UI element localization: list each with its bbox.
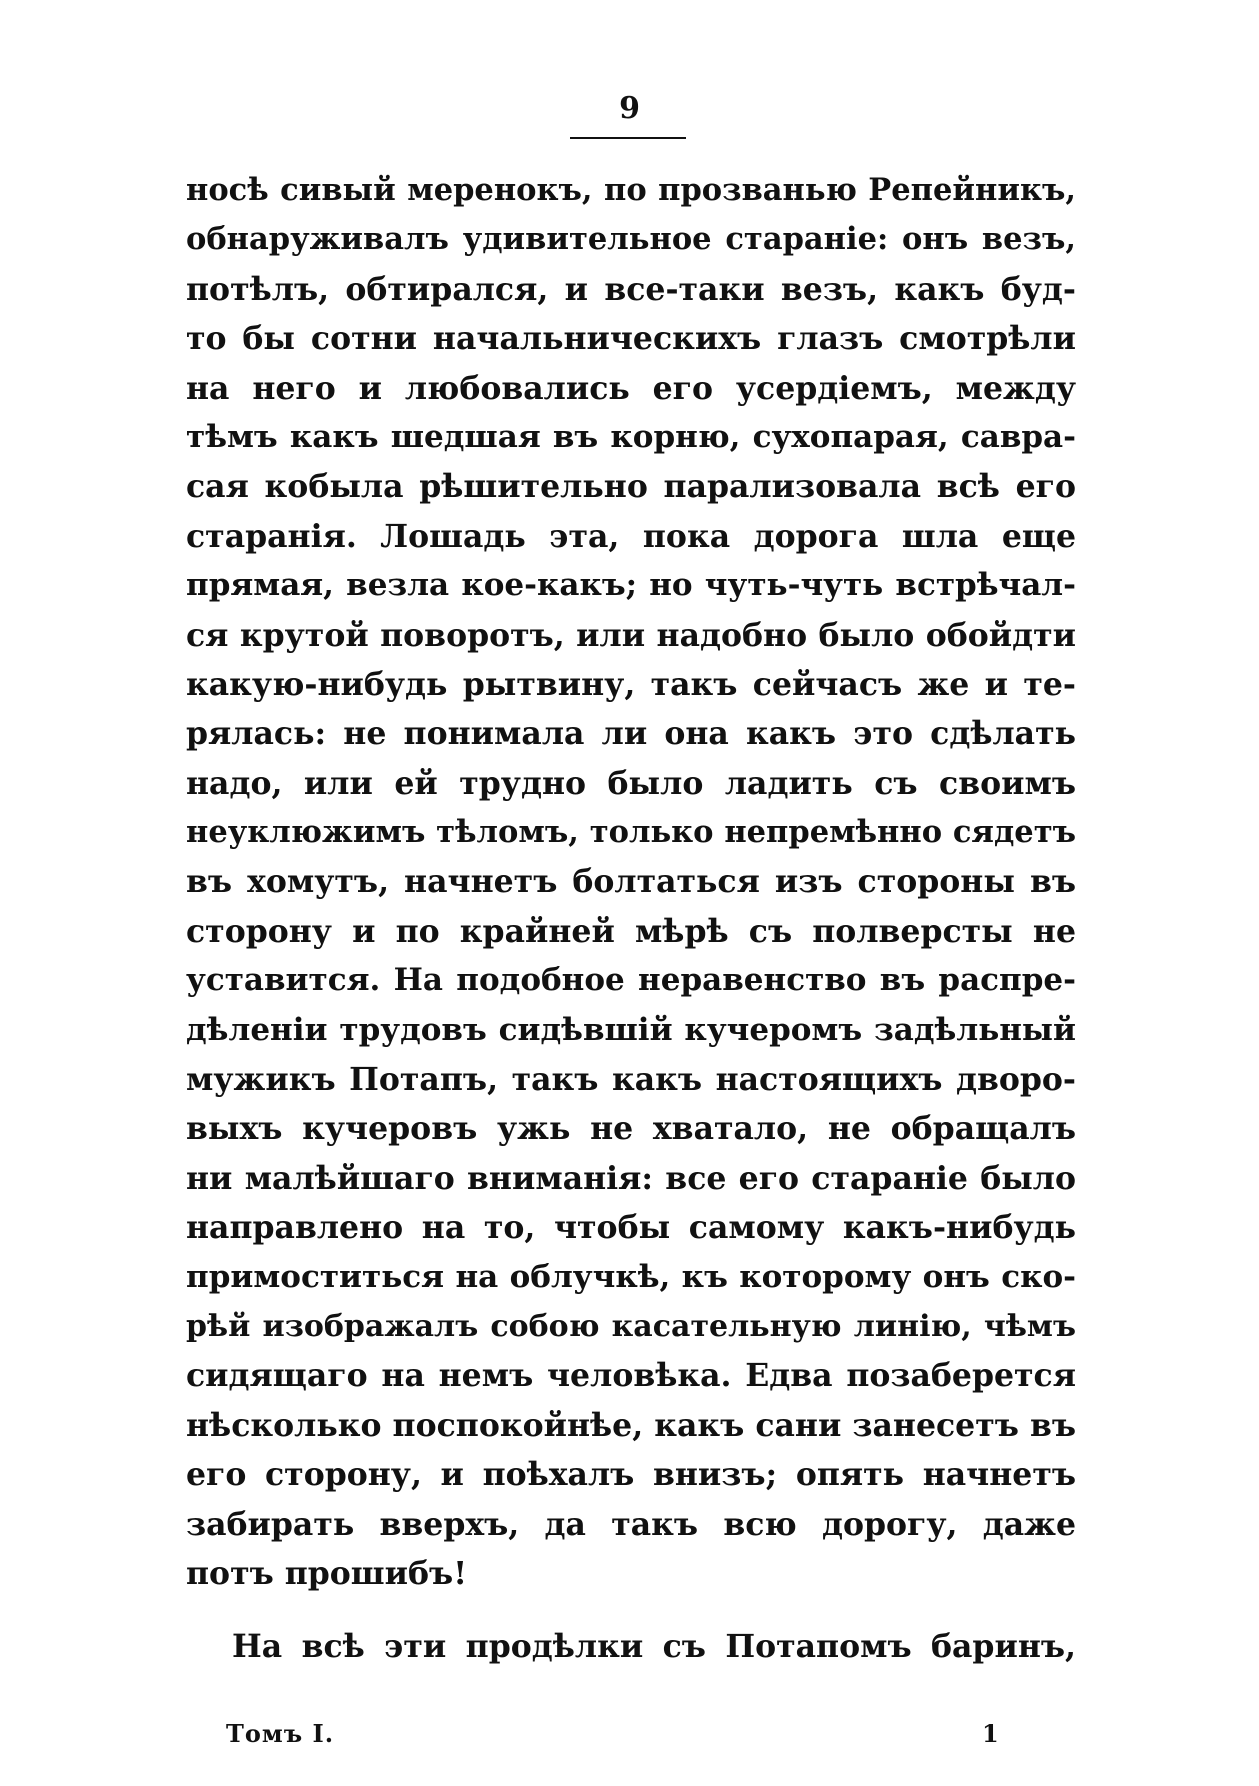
text-line: обнаруживалъ удивительное стараніе: онъ везъ,	[186, 221, 1076, 258]
text-line: потъ прошибъ!	[186, 1554, 468, 1592]
text-line: на него и любовались его усердіемъ, между	[186, 369, 1076, 407]
text-line: сторону и по крайней мѣрѣ съ полверсты не	[186, 912, 1076, 950]
sheet-number: 1	[982, 1719, 999, 1748]
text-line: прямая, везла кое-какъ; но чуть-чуть встрѣчал-	[186, 567, 1076, 604]
text-line: неуклюжимъ тѣломъ, только непремѣнно сядетъ	[186, 814, 1076, 851]
header-rule	[570, 137, 686, 139]
text-line: тѣмъ какъ шедшая въ корню, сухопарая, савра-	[186, 418, 1076, 455]
text-line: его сторону, и поѣхалъ внизъ; опять начнетъ	[186, 1456, 1076, 1494]
text-line: старанія. Лошадь эта, пока дорога шла еще	[186, 517, 1076, 555]
text-line: потѣлъ, обтирался, и все-таки везъ, какъ буд-	[186, 270, 1076, 308]
text-line: мужикъ Потапъ, такъ какъ настоящихъ дворо-	[186, 1061, 1076, 1099]
text-line: сидящаго на немъ человѣка. Едва позаберется	[186, 1357, 1076, 1395]
page-number: 9	[619, 91, 640, 126]
text-line: сая кобыла рѣшительно парализовала всѣ его	[186, 468, 1076, 506]
text-line: то бы сотни начальническихъ глазъ смотрѣли	[186, 320, 1076, 358]
text-line: выхъ кучеровъ ужь не хватало, не обращалъ	[186, 1110, 1076, 1148]
text-line: какую-нибудь рытвину, такъ сейчасъ же и те-	[186, 665, 1076, 703]
signature-mark: Томъ I.	[226, 1719, 335, 1748]
text-line: нѣсколько поспокойнѣе, какъ сани занесетъ въ	[186, 1406, 1076, 1444]
text-line: ся крутой поворотъ, или надобно было обойдти	[186, 616, 1076, 654]
paragraph-2	[232, 1622, 1076, 1671]
text-line: забирать вверхъ, да такъ всю дорогу, даже	[186, 1505, 1076, 1543]
text-line: примоститься на облучкѣ, къ которому онъ ско-	[186, 1258, 1076, 1295]
text-line: направлено на то, чтобы самому какъ-нибудь	[186, 1209, 1076, 1247]
paragraph-1	[186, 166, 1076, 1598]
text-line: рѣй изображалъ собою касательную линію, чѣмъ	[186, 1308, 1076, 1344]
text-line: дѣленіи трудовъ сидѣвшій кучеромъ задѣльный	[186, 1011, 1076, 1048]
text-line: ни малѣйшаго вниманія: все его стараніе было	[186, 1159, 1076, 1197]
text-line: рялась: не понимала ли она какъ это сдѣлать	[186, 715, 1076, 753]
text-line: надо, или ей трудно было ладить съ своимъ	[186, 764, 1076, 802]
text-line: въ хомутъ, начнетъ болтаться изъ стороны въ	[186, 863, 1076, 901]
text-line: носѣ сивый меренокъ, по прозванью Репейникъ,	[186, 172, 1076, 208]
text-line: На всѣ эти продѣлки съ Потапомъ баринъ,	[232, 1628, 1076, 1665]
text-line: уставится. На подобное неравенство въ распре-	[186, 962, 1076, 999]
